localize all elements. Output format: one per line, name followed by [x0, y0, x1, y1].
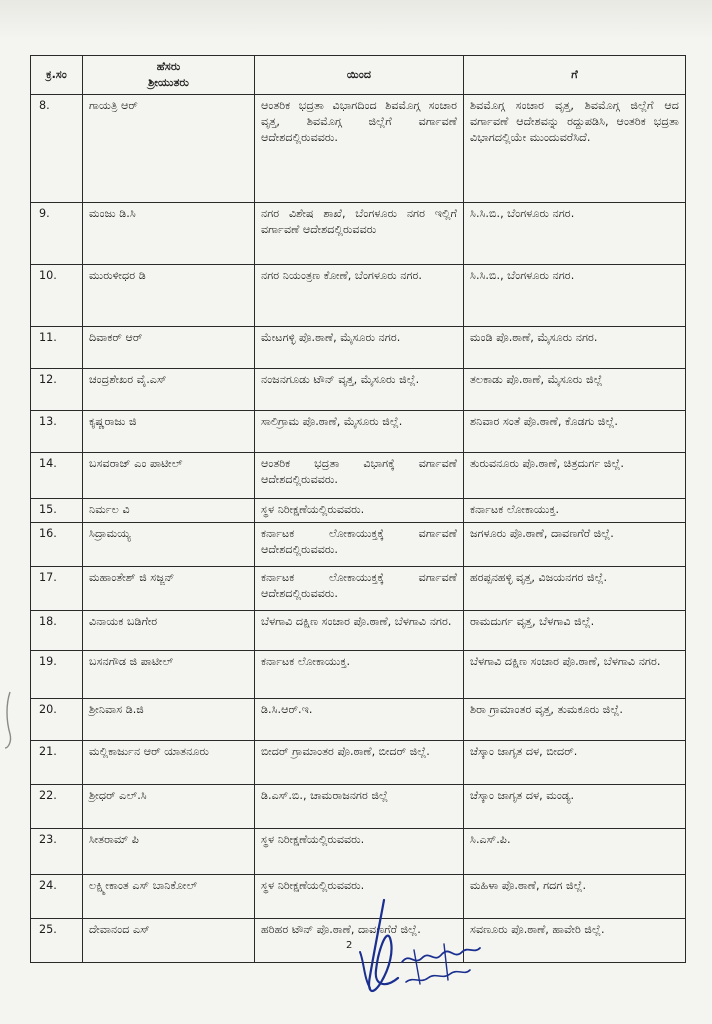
to-posting-cell: ಸಿ.ಸಿ.ಬಿ., ಬೆಂಗಳೂರು ನಗರ. [464, 203, 686, 265]
officer-name-cell: ಸಿದ್ರಾಮಯ್ಯ [83, 523, 255, 567]
header-name-line1: ಹೆಸರು [156, 60, 181, 73]
to-posting-cell: ಬೆಳಗಾವಿ ದಕ್ಷಿಣ ಸಂಚಾರ ಪೊ.ಠಾಣೆ, ಬೆಳಗಾವಿ ನಗರ. [464, 651, 686, 699]
table-row [31, 567, 686, 611]
to-posting-cell: ಸಿ.ಎಸ್.ಪಿ. [464, 829, 686, 875]
to-posting-cell: ಶಿರಾ ಗ್ರಾಮಾಂತರ ವೃತ್ತ, ತುಮಕೂರು ಜಿಲ್ಲೆ. [464, 699, 686, 741]
officer-name-cell: ಮಹಾಂತೇಶ್ ಜಿ ಸಜ್ಜನ್ [83, 567, 255, 611]
table-row [31, 203, 686, 265]
to-posting-cell: ಕರ್ನಾಟಕ ಲೋಕಾಯುಕ್ತ. [464, 499, 686, 523]
header-name-line2: ಶ್ರೀಯುತರು [148, 76, 189, 89]
from-posting-cell: ಬೀದರ್ ಗ್ರಾಮಾಂತರ ಪೊ.ಠಾಣೆ, ಬೀದರ್ ಜಿಲ್ಲೆ. [255, 741, 464, 785]
from-posting-cell: ನಂಜನಗೂಡು ಟೌನ್ ವೃತ್ತ, ಮೈಸೂರು ಜಿಲ್ಲೆ. [255, 369, 464, 411]
table-row [31, 411, 686, 453]
from-posting-cell: ಸ್ಥಳ ನಿರೀಕ್ಷಣೆಯಲ್ಲಿರುವವರು. [255, 829, 464, 875]
to-posting-cell: ಶಿವಮೊಗ್ಗ ಸಂಚಾರ ವೃತ್ತ, ಶಿವಮೊಗ್ಗ ಜಿಲ್ಲೆಗೆ ಆದ ವರ್ಗಾವಣೆ ಆದೇಶವನ್ನು ರದ್ದುಪಡಿಸಿ, ಆಂತರಿಕ ಭದ್ರತಾ ವಿಭಾಗದಲ್ಲಿಯೇ ಮುಂದುವರೆಸಿದೆ. [464, 95, 686, 203]
officer-name-cell: ಬಸನಗೌಡ ಜಿ ಪಾಟೀಲ್ [83, 651, 255, 699]
header-from: ಯಿಂದ [255, 56, 464, 95]
table-row [31, 829, 686, 875]
serial-number-cell: 20. [31, 699, 83, 741]
from-posting-cell: ಬೆಳಗಾವಿ ದಕ್ಷಿಣ ಸಂಚಾರ ಪೊ.ಠಾಣೆ, ಬೆಳಗಾವಿ ನಗರ. [255, 611, 464, 651]
serial-number-cell: 12. [31, 369, 83, 411]
from-posting-cell: ಆಂತರಿಕ ಭದ್ರತಾ ವಿಭಾಗಕ್ಕೆ ವರ್ಗಾವಣೆ ಆದೇಶದಲ್ಲಿರುವವರು. [255, 453, 464, 499]
header-name [83, 56, 255, 95]
table-row [31, 327, 686, 369]
serial-number-cell: 8. [31, 95, 83, 203]
officer-name-cell: ಶ್ರೀಧರ್ ಎಲ್.ಸಿ [83, 785, 255, 829]
serial-number-cell: 13. [31, 411, 83, 453]
officer-name-cell: ಶ್ರೀನಿವಾಸ ಡಿ.ಜಿ [83, 699, 255, 741]
from-posting-cell: ಸಾಲಿಗ್ರಾಮ ಪೊ.ಠಾಣೆ, ಮೈಸೂರು ಜಿಲ್ಲೆ. [255, 411, 464, 453]
to-posting-cell: ಜಗಳೂರು ಪೊ.ಠಾಣೆ, ದಾವಣಗೆರೆ ಜಿಲ್ಲೆ. [464, 523, 686, 567]
to-posting-cell: ಮಹಿಳಾ ಪೊ.ಠಾಣೆ, ಗದಗ ಜಿಲ್ಲೆ. [464, 875, 686, 919]
officer-name-cell: ಮಲ್ಲಿಕಾರ್ಜುನ ಆರ್ ಯಾತನೂರು [83, 741, 255, 785]
officer-name-cell: ಮುರುಳೀಧರ ಡಿ [83, 265, 255, 327]
from-posting-cell: ಸ್ಥಳ ನಿರೀಕ್ಷಣೆಯಲ್ಲಿರುವವರು. [255, 875, 464, 919]
serial-number-cell: 25. [31, 919, 83, 963]
to-posting-cell: ಸವಣೂರು ಪೊ.ಠಾಣೆ, ಹಾವೇರಿ ಜಿಲ್ಲೆ. [464, 919, 686, 963]
serial-number-cell: 11. [31, 327, 83, 369]
table-row [31, 611, 686, 651]
table-body [31, 95, 686, 963]
to-posting-cell: ತುರುವನೂರು ಪೊ.ಠಾಣೆ, ಚಿತ್ರದುರ್ಗ ಜಿಲ್ಲೆ. [464, 453, 686, 499]
from-posting-cell: ಮೇಟಗಳ್ಳಿ ಪೊ.ಠಾಣೆ, ಮೈಸೂರು ನಗರ. [255, 327, 464, 369]
officer-name-cell: ದೇವಾನಂದ ಎಸ್ [83, 919, 255, 963]
to-posting-cell: ಚೆಸ್ಕಾಂ ಜಾಗೃತ ದಳ, ಮಂಡ್ಯ. [464, 785, 686, 829]
to-posting-cell: ತಲಕಾಡು ಪೊ.ಠಾಣೆ, ಮೈಸೂರು ಜಿಲ್ಲೆ [464, 369, 686, 411]
table-row [31, 453, 686, 499]
header-serial-number: ಕ್ರ.ಸಂ [31, 56, 83, 95]
serial-number-cell: 24. [31, 875, 83, 919]
table-header-row [31, 56, 686, 95]
table-row [31, 785, 686, 829]
from-posting-cell: ಸ್ಥಳ ನಿರೀಕ್ಷಣೆಯಲ್ಲಿರುವವರು. [255, 499, 464, 523]
serial-number-cell: 23. [31, 829, 83, 875]
to-posting-cell: ಶನಿವಾರ ಸಂತೆ ಪೊ.ಠಾಣೆ, ಕೊಡಗು ಜಿಲ್ಲೆ. [464, 411, 686, 453]
from-posting-cell: ಕರ್ನಾಟಕ ಲೋಕಾಯುಕ್ತಕ್ಕೆ ವರ್ಗಾವಣೆ ಆದೇಶದಲ್ಲಿರುವವರು. [255, 523, 464, 567]
officer-name-cell: ವಿನಾಯಕ ಬಡಿಗೇರ [83, 611, 255, 651]
from-posting-cell: ನಗರ ನಿಯಂತ್ರಣ ಕೋಣೆ, ಬೆಂಗಳೂರು ನಗರ. [255, 265, 464, 327]
serial-number-cell: 19. [31, 651, 83, 699]
from-posting-cell: ಕರ್ನಾಟಕ ಲೋಕಾಯುಕ್ತ. [255, 651, 464, 699]
serial-number-cell: 21. [31, 741, 83, 785]
officer-name-cell: ಗಾಯತ್ರಿ ಆರ್ [83, 95, 255, 203]
officer-name-cell: ಲಕ್ಷ್ಮೀಕಾಂತ ಎಸ್ ಬಾನಿಕೋಲ್ [83, 875, 255, 919]
from-posting-cell: ಕರ್ನಾಟಕ ಲೋಕಾಯುಕ್ತಕ್ಕೆ ವರ್ಗಾವಣೆ ಆದೇಶದಲ್ಲಿರುವವರು. [255, 567, 464, 611]
officer-signature [350, 892, 500, 1012]
officer-name-cell: ಬಸವರಾಜ್ ಎಂ ಪಾಟೀಲ್ [83, 453, 255, 499]
from-posting-cell: ನಗರ ವಿಶೇಷ ಶಾಖೆ, ಬೆಂಗಳೂರು ನಗರ ಇಲ್ಲಿಗೆ ವರ್ಗಾವಣೆ ಆದೇಶದಲ್ಲಿರುವವರು [255, 203, 464, 265]
to-posting-cell: ರಾಮದುರ್ಗ ವೃತ್ತ, ಬೆಳಗಾವಿ ಜಿಲ್ಲೆ. [464, 611, 686, 651]
scan-edge-mark [2, 690, 16, 750]
serial-number-cell: 10. [31, 265, 83, 327]
from-posting-cell: ಡಿ.ಸಿ.ಆರ್.ಇ. [255, 699, 464, 741]
to-posting-cell: ಸಿ.ಸಿ.ಬಿ., ಬೆಂಗಳೂರು ನಗರ. [464, 265, 686, 327]
table-row [31, 741, 686, 785]
officer-name-cell: ದಿವಾಕರ್ ಆರ್ [83, 327, 255, 369]
serial-number-cell: 17. [31, 567, 83, 611]
table-row [31, 369, 686, 411]
table-row [31, 95, 686, 203]
to-posting-cell: ಹರಪ್ಪನಹಳ್ಳಿ ವೃತ್ತ, ವಿಜಯನಗರ ಜಿಲ್ಲೆ. [464, 567, 686, 611]
officer-name-cell: ಕೃಷ್ಣರಾಜು ಜಿ [83, 411, 255, 453]
serial-number-cell: 16. [31, 523, 83, 567]
serial-number-cell: 14. [31, 453, 83, 499]
serial-number-cell: 22. [31, 785, 83, 829]
officer-name-cell: ಸೀತರಾಮ್ ಪಿ [83, 829, 255, 875]
table-row [31, 651, 686, 699]
from-posting-cell: ಡಿ.ಎಸ್.ಬಿ., ಚಾಮರಾಜನಗರ ಜಿಲ್ಲೆ [255, 785, 464, 829]
serial-number-cell: 18. [31, 611, 83, 651]
page-number: 2 [346, 940, 353, 951]
serial-number-cell: 9. [31, 203, 83, 265]
table-row [31, 265, 686, 327]
from-posting-cell: ಹರಿಹರ ಟೌನ್ ಪೊ.ಠಾಣೆ, ದಾವಣಗೆರೆ ಜಿಲ್ಲೆ. [255, 919, 464, 963]
header-to: ಗೆ [464, 56, 686, 95]
serial-number-cell: 15. [31, 499, 83, 523]
table-row [31, 699, 686, 741]
from-posting-cell: ಆಂತರಿಕ ಭದ್ರತಾ ವಿಭಾಗದಿಂದ ಶಿವಮೊಗ್ಗ ಸಂಚಾರ ವೃತ್ತ, ಶಿವಮೊಗ್ಗ ಜಿಲ್ಲೆಗೆ ವರ್ಗಾವಣೆ ಆದೇಶದಲ್ಲಿರುವವರು. [255, 95, 464, 203]
table-row [31, 499, 686, 523]
to-posting-cell: ಚೆಸ್ಕಾಂ ಜಾಗೃತ ದಳ, ಬೀದರ್. [464, 741, 686, 785]
officer-name-cell: ಮಂಜು ಡಿ.ಸಿ [83, 203, 255, 265]
officer-name-cell: ನಿರ್ಮಲ ವಿ [83, 499, 255, 523]
to-posting-cell: ಮಂಡಿ ಪೊ.ಠಾಣೆ, ಮೈಸೂರು ನಗರ. [464, 327, 686, 369]
officer-name-cell: ಚಂದ್ರಶೇಖರ ವೈ.ಎಸ್ [83, 369, 255, 411]
transfer-table [30, 55, 686, 963]
table-row [31, 523, 686, 567]
